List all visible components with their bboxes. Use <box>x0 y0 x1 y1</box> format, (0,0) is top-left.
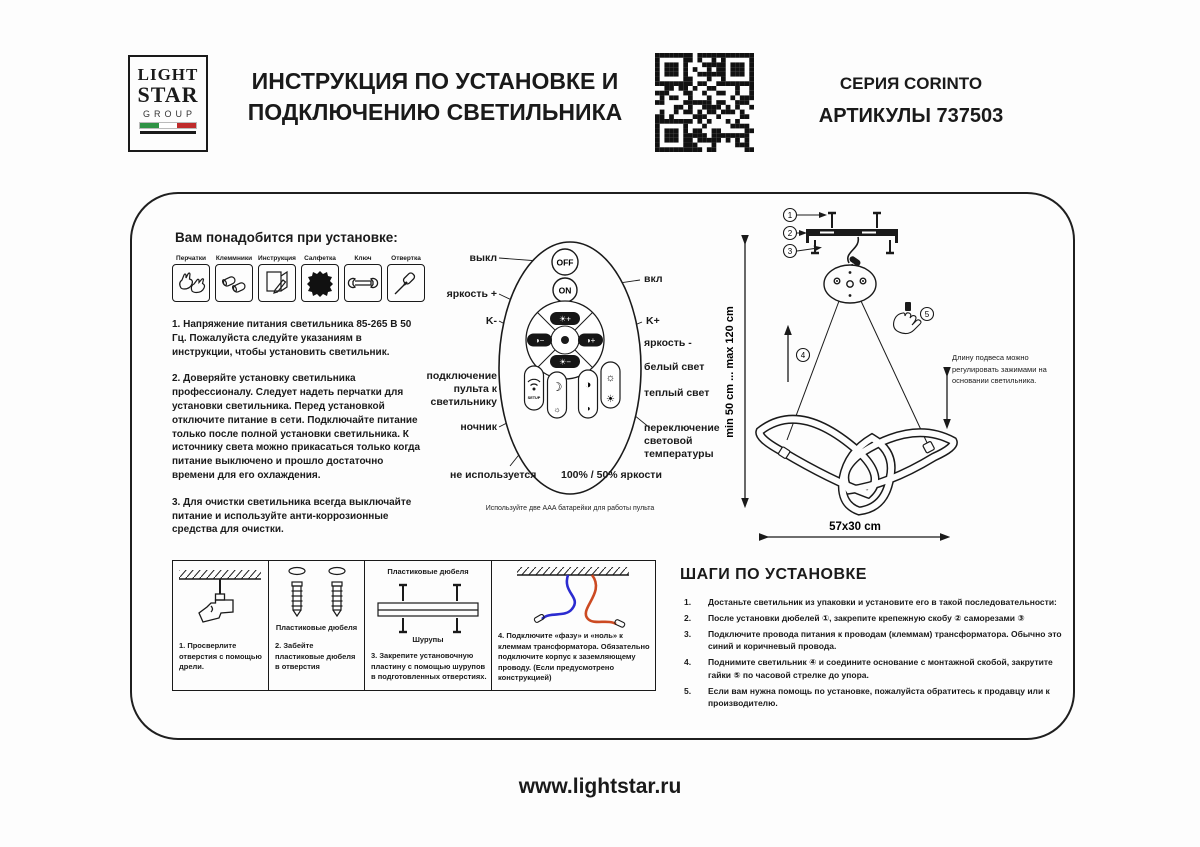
svg-text:2: 2 <box>787 229 793 238</box>
canopy <box>824 265 876 303</box>
label-warm-light: теплый свет <box>644 387 710 399</box>
ceiling-bracket <box>806 213 898 270</box>
svg-text:3: 3 <box>787 247 793 256</box>
install-step: 4. Поднимите светильник ④ и соедините основание с монтажной скобой, закрутите гайки ⑤ по часовой стрелке до упора. <box>684 657 1053 680</box>
half-circle-icon: ◑ <box>584 379 592 391</box>
tool-wrench: Ключ <box>344 255 382 302</box>
safety-warnings <box>172 318 424 550</box>
screws-label: Шурупы <box>412 635 444 644</box>
dowels-label-top: Пластиковые дюбеля <box>387 567 469 576</box>
pictogram-caption: 3. Закрепите установочную пластину с помощью шурупов в подготовленных отверстиях. <box>371 651 487 681</box>
half-circle-small-icon: ◑ <box>585 404 591 413</box>
svg-text:◑+: ◑+ <box>585 336 596 345</box>
gloves-icon <box>172 264 210 302</box>
tools-heading: Вам понадобится при установке: <box>175 230 398 245</box>
label-on: вкл <box>644 273 663 285</box>
pictogram-caption: 1. Просверлите отверстия с помощью дрели. <box>179 641 262 671</box>
red-wire <box>586 575 616 624</box>
corinto-rings <box>760 419 954 511</box>
tools-row <box>172 255 425 302</box>
pictogram-plate <box>365 561 492 690</box>
logo-text: STAR <box>137 82 199 107</box>
pictogram-wiring <box>492 561 654 690</box>
label-pairing: подключение пульта к светильнику <box>426 370 497 409</box>
install-step: 1. Достаньте светильник из упаковки и установите его в такой последовательности: <box>684 597 1057 607</box>
label-not-used: не используется <box>450 469 537 481</box>
label-off: выкл <box>469 252 497 264</box>
label-temp-switch: переключение световой температуры <box>644 422 720 461</box>
installation-pictograms <box>172 560 656 691</box>
battery-note: Используйте две AAA батарейки для работы пульта <box>485 505 655 512</box>
dowels-label: Пластиковые дюбеля <box>275 623 358 632</box>
label-duty: 100% / 50% яркости <box>561 469 662 481</box>
svg-text:◑−: ◑− <box>534 336 545 345</box>
label-white-light: белый свет <box>644 361 705 373</box>
svg-text:OFF: OFF <box>556 257 574 268</box>
svg-text:☀−: ☀− <box>559 357 571 367</box>
tool-gloves: Перчатки <box>172 255 210 302</box>
install-step: 2. После установки дюбелей ①, закрепите крепежную скобу ② саморезами ③ <box>684 612 1025 623</box>
svg-text:ON: ON <box>558 285 572 296</box>
install-steps-heading: ШАГИ ПО УСТАНОВКЕ <box>680 566 867 583</box>
install-steps-list <box>684 596 1076 710</box>
hand-adjusting-icon <box>894 302 921 334</box>
tool-screwdriver: Отвертка <box>387 255 425 302</box>
terminals-icon <box>215 264 253 302</box>
drill-icon <box>199 579 233 622</box>
width-dim-label: 57x30 cm <box>829 521 881 533</box>
moon-icon: ☽ <box>551 380 563 394</box>
qr-code <box>655 53 754 152</box>
blue-wire <box>542 575 575 619</box>
warm-sun-icon: ☀ <box>606 394 615 405</box>
plate-icon <box>378 585 478 632</box>
warning-2: 2. Доверяйте установку светильника профессионалу. Следует надеть перчатки для установки светильника. Перед установкой отключите питание в сети. Подключайте питание только после полной установки светильника. К источнику света можно прикасаться только когда питание выключено и прошло достаточно времени для его охлаждения. <box>172 373 421 481</box>
label-k-minus: K- <box>485 315 497 327</box>
label-brightness-plus: яркость + <box>446 288 497 300</box>
italian-flag-icon <box>139 122 197 129</box>
logo-underline <box>140 131 196 134</box>
svg-text:1: 1 <box>787 211 793 220</box>
page-title: ИНСТРУКЦИЯ ПО УСТАНОВКЕ И ПОДКЛЮЧЕНИЮ СВЕТИЛЬНИКА <box>247 68 623 126</box>
height-range-label: min 50 cm ... max 120 cm <box>724 306 736 438</box>
logo-text: GROUP <box>142 109 196 119</box>
warning-1: 1. Напряжение питания светильника 85-265 В 50 Гц. Пожалуйста следуйте указаниям в инструкции, чтобы установить светильник. <box>172 319 412 358</box>
svg-text:4: 4 <box>800 351 806 360</box>
hanging-length-note: Длину подвеса можно регулировать зажимами на основании светильника. <box>952 353 1047 386</box>
manual-icon <box>258 264 296 302</box>
pictogram-caption: 2. Забейте пластиковые дюбеля в отверстия <box>275 641 356 671</box>
wrench-icon <box>344 264 382 302</box>
article-number: АРТИКУЛЫ 737503 <box>818 105 1004 127</box>
label-brightness-minus: яркость - <box>644 337 692 349</box>
series-name: СЕРИЯ CORINTO <box>839 74 983 93</box>
svg-text:5: 5 <box>924 310 930 319</box>
svg-text:SETUP: SETUP <box>527 396 541 400</box>
pictogram-dowels <box>269 561 365 690</box>
lightstar-logo <box>128 55 208 152</box>
white-sun-icon: ☼ <box>605 372 616 384</box>
label-night: ночник <box>460 421 497 433</box>
dowel-icon <box>289 568 345 617</box>
website-url: www.lightstar.ru <box>518 775 682 798</box>
tool-terminals: Клеммники <box>215 255 253 302</box>
logo-text: LIGHT <box>137 65 199 84</box>
lamp-icon: ☼ <box>553 405 561 414</box>
series-info <box>798 74 1024 128</box>
pictogram-drill <box>173 561 269 690</box>
svg-text:☀+: ☀+ <box>559 314 571 324</box>
label-k-plus: K+ <box>646 315 660 327</box>
install-step: 3. Подключите провода питания к проводам (клеммам) трансформатора. Обычно это синий и коричневый провода. <box>684 628 1062 652</box>
tool-manual: Инструкция <box>258 255 296 302</box>
tool-napkin: Салфетка <box>301 255 339 302</box>
warning-3: 3. Для очистки светильника всегда выключайте питание и используйте анти-коррозионные средства для очистки. <box>172 496 412 536</box>
pictogram-caption: 4. Подключите «фазу» и «ноль» к клеммам трансформатора. Обязательно подключите корпус к заземляющему проводу. (Если предусмотрено конструкцией) <box>498 631 650 682</box>
install-step: 5. Если вам нужна помощь по установке, пожалуйста обратитесь к продавцу или к производителю. <box>684 685 1050 709</box>
napkin-icon <box>301 264 339 302</box>
